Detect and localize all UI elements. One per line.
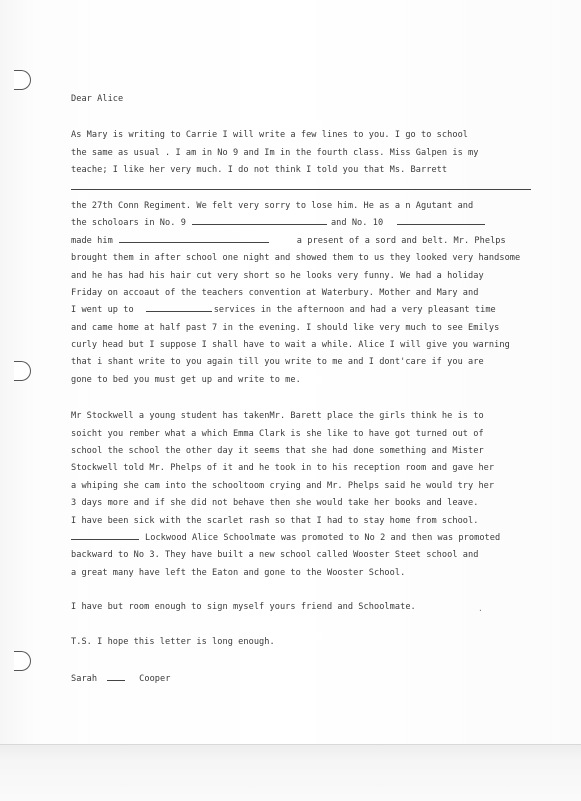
paragraph-1-line-2: the same as usual . I am in No 9 and Im in the fourth class. Miss Galpen is my (71, 147, 479, 158)
blank-line-went-up-to (146, 302, 212, 312)
paragraph-2 (71, 408, 559, 582)
paper-speck: · (478, 606, 483, 615)
paragraph-2-line-1: Mr Stockwell a young student has takenMr. Barett place the girls think he is to (71, 411, 484, 422)
paragraph-2-line-3: school the school the other day it seems that she had done something and Mister (71, 446, 484, 457)
letter-body (71, 91, 559, 688)
signature (71, 671, 559, 688)
paragraph-1-line-1: As Mary is writing to Carrie I will write a few lines to you. I go to school (71, 130, 469, 141)
paragraph-2-line-6: 3 days more and if she did not behave then she would take her books and leave. (71, 498, 479, 509)
blank-line-no10 (397, 215, 485, 225)
spacer (71, 617, 559, 634)
blank-line-made-him (119, 233, 269, 243)
paragraph-1-line-6-start: made him (71, 235, 113, 246)
paragraph-1-line-5-start: the scholoars in No. 9 (71, 218, 186, 229)
spacer (71, 108, 559, 127)
paragraph-1-line-4: the 27th Conn Regiment. We felt very sorry to lose him. He as a n Agutant and (71, 200, 474, 211)
spacer (71, 651, 559, 668)
spacer (71, 582, 559, 599)
paragraph-1-line-5 (71, 215, 559, 232)
paragraph-2-line-2: soicht you rember what a which Emma Clark is she like to have got turned out of (71, 428, 484, 439)
paragraph-1-line-3: teache; I like her very much. I do not think I told you that Ms. Barrett (71, 165, 448, 176)
paragraph-1-line-5-end: and No. 10 (330, 218, 384, 229)
paragraph-1-line-8: and he has had his hair cut very short so he looks very funny. We had a holiday (71, 270, 484, 281)
salutation: Dear Alice (71, 94, 124, 104)
paragraph-1-line-6-end: a present of a sord and belt. Mr. Phelps (296, 235, 506, 246)
blank-line-scholars (192, 215, 327, 225)
paragraph-2-line-10: a great many have left the Eaton and gone to the Wooster School. (71, 567, 406, 578)
paragraph-1-line-11: and came home at half past 7 in the evening. I should like very much to see Emilys (71, 322, 500, 333)
paragraph-2-line-5: a whiping she cam into the schooltoom crying and Mr. Phelps said he would try her (71, 480, 495, 491)
scan-bottom-edge (0, 744, 581, 801)
signature-first-name: Sarah (71, 673, 98, 684)
paragraph-2-line-8-text: Lockwood Alice Schoolmate was promoted to No 2 and then was promoted (145, 532, 501, 543)
paragraph-1-line-9: Friday on accoaut of the teachers convention at Waterbury. Mother and Mary and (71, 287, 479, 298)
blank-line-full (71, 180, 531, 190)
paragraph-2-line-4: Stockwell told Mr. Phelps of it and he took in to his reception room and gave her (71, 463, 495, 474)
paragraph-2-line-7: I have been sick with the scarlet rash so that I had to stay home from school. (71, 515, 479, 526)
paragraph-1-line-12: curly head but I suppose I shall have to wait a while. Alice I will give you warning (71, 340, 510, 351)
paragraph-1-line-14: gone to bed you must get up and write to me. (71, 374, 301, 385)
postscript: T.S. I hope this letter is long enough. (71, 636, 275, 647)
paragraph-2-line-9: backward to No 3. They have built a new school called Wooster Steet school and (71, 550, 479, 561)
paragraph-1-line-10-end: services in the afternoon and had a very pleasant time (213, 305, 496, 316)
blank-line-lockwood (71, 530, 139, 540)
paragraph-1 (71, 127, 559, 389)
paragraph-1-line-10 (71, 302, 559, 319)
binder-hole-bottom (14, 651, 31, 671)
signature-blank (107, 671, 125, 681)
binder-hole-top (14, 70, 31, 90)
paragraph-1-line-13: that i shant write to you again till you write to me and I dont'care if you are (71, 357, 484, 368)
paragraph-3: I have but room enough to sign myself yours friend and Schoolmate. (71, 602, 416, 613)
paragraph-1-line-10-start: I went up to (71, 305, 134, 316)
paragraph-1-line-7: brought them in after school one night and showed them to us they looked very handsome (71, 253, 521, 264)
paragraph-1-line-6 (71, 233, 559, 250)
paragraph-2-line-8 (71, 530, 559, 547)
spacer (71, 389, 559, 408)
binder-hole-middle (14, 361, 31, 381)
signature-last-name: Cooper (139, 673, 171, 684)
